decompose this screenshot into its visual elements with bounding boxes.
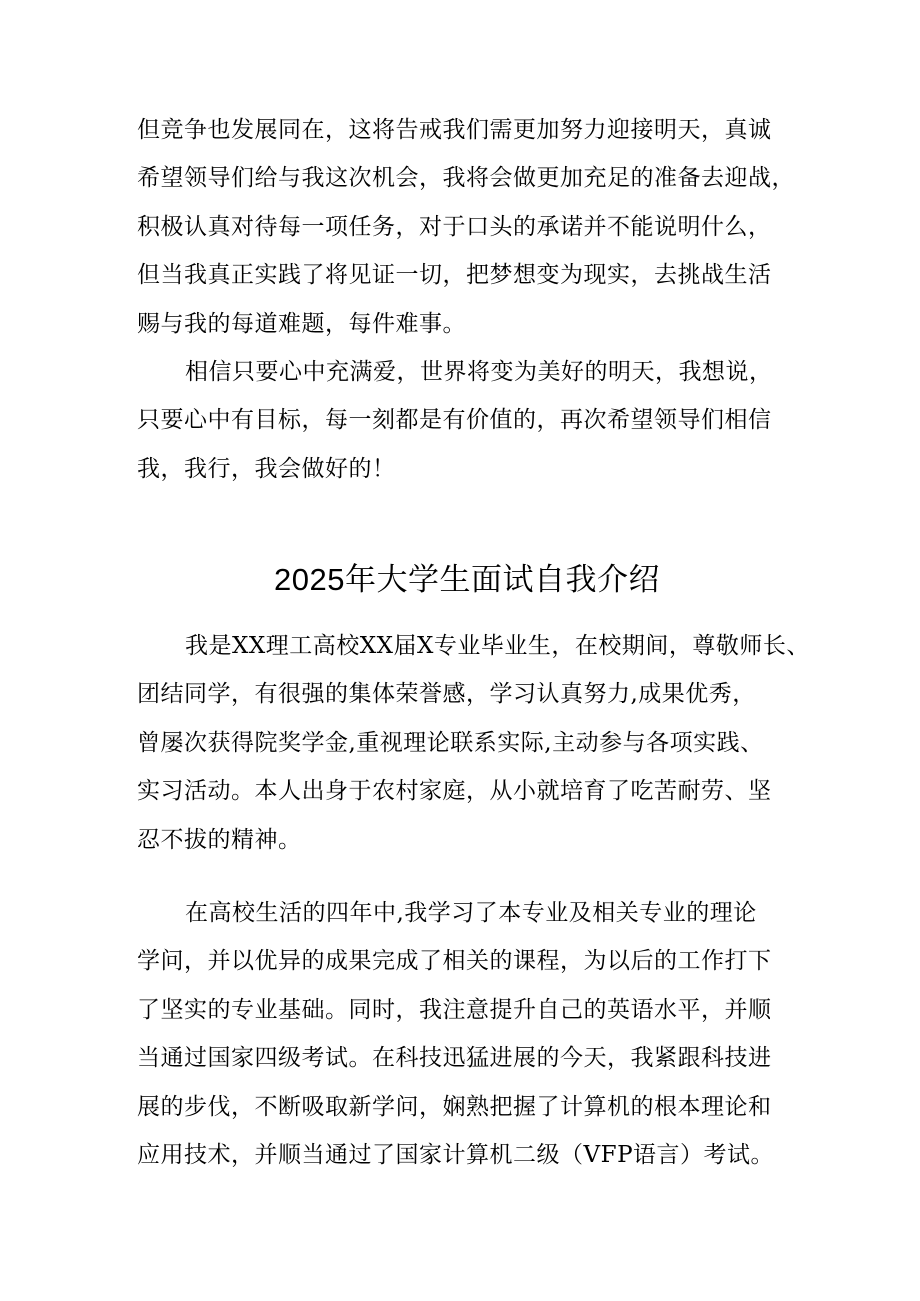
text-line: 团结同学，有很强的集体荣誉感，学习认真努力,成果优秀， [137,681,756,708]
text-line: 我，我行，我会做好的！ [137,455,396,482]
text-line: 了坚实的专业基础。同时，我注意提升自己的英语水平，并顺 [137,996,772,1023]
paragraph-closing [137,348,773,493]
text-line: 应用技术，并顺当通过了国家计算机二级（VFP语言）考试。 [137,1141,775,1168]
paragraph-continued [137,106,795,348]
text-line: 赐与我的每道难题，每件难事。 [137,310,466,337]
text-line: 展的步伐，不断吸取新学问，娴熟把握了计算机的根本理论和 [137,1093,772,1120]
text-line: 希望领导们给与我这次机会，我将会做更加充足的准备去迎战， [137,165,795,192]
text-line: 但竞争也发展同在，这将告戒我们需更加努力迎接明天，真诚 [137,117,772,143]
text-line: 我是XX理工高校XX届X专业毕业生，在校期间，尊敬师长、 [185,633,810,659]
paragraph-study [137,889,774,1179]
text-line: 当通过国家四级考试。在科技迅猛进展的今天，我紧跟科技进 [137,1045,772,1072]
text-line: 积极认真对待每一项任务，对于口头的承诺并不能说明什么， [137,213,772,240]
text-line: 相信只要心中充满爱，世界将变为美好的明天，我想说， [185,359,773,385]
text-line: 但当我真正实践了将见证一切，把梦想变为现实，去挑战生活 [137,262,772,289]
paragraph-intro [137,622,810,864]
text-line: 曾屡次获得院奖学金,重视理论联系实际,主动参与各项实践、 [137,729,764,756]
section-title: 2025年大学生面试自我介绍 [274,562,660,597]
text-line: 只要心中有目标，每一刻都是有价值的，再次希望领导们相信 [137,407,772,434]
text-line: 学问，并以优异的成果完成了相关的课程，为以后的工作打下 [137,948,772,975]
text-line: 忍不拔的精神。 [137,826,302,853]
text-line: 实习活动。本人出身于农村家庭，从小就培育了吃苦耐劳、坚 [137,778,772,805]
text-line: 在高校生活的四年中,我学习了本专业及相关专业的理论 [185,900,757,926]
